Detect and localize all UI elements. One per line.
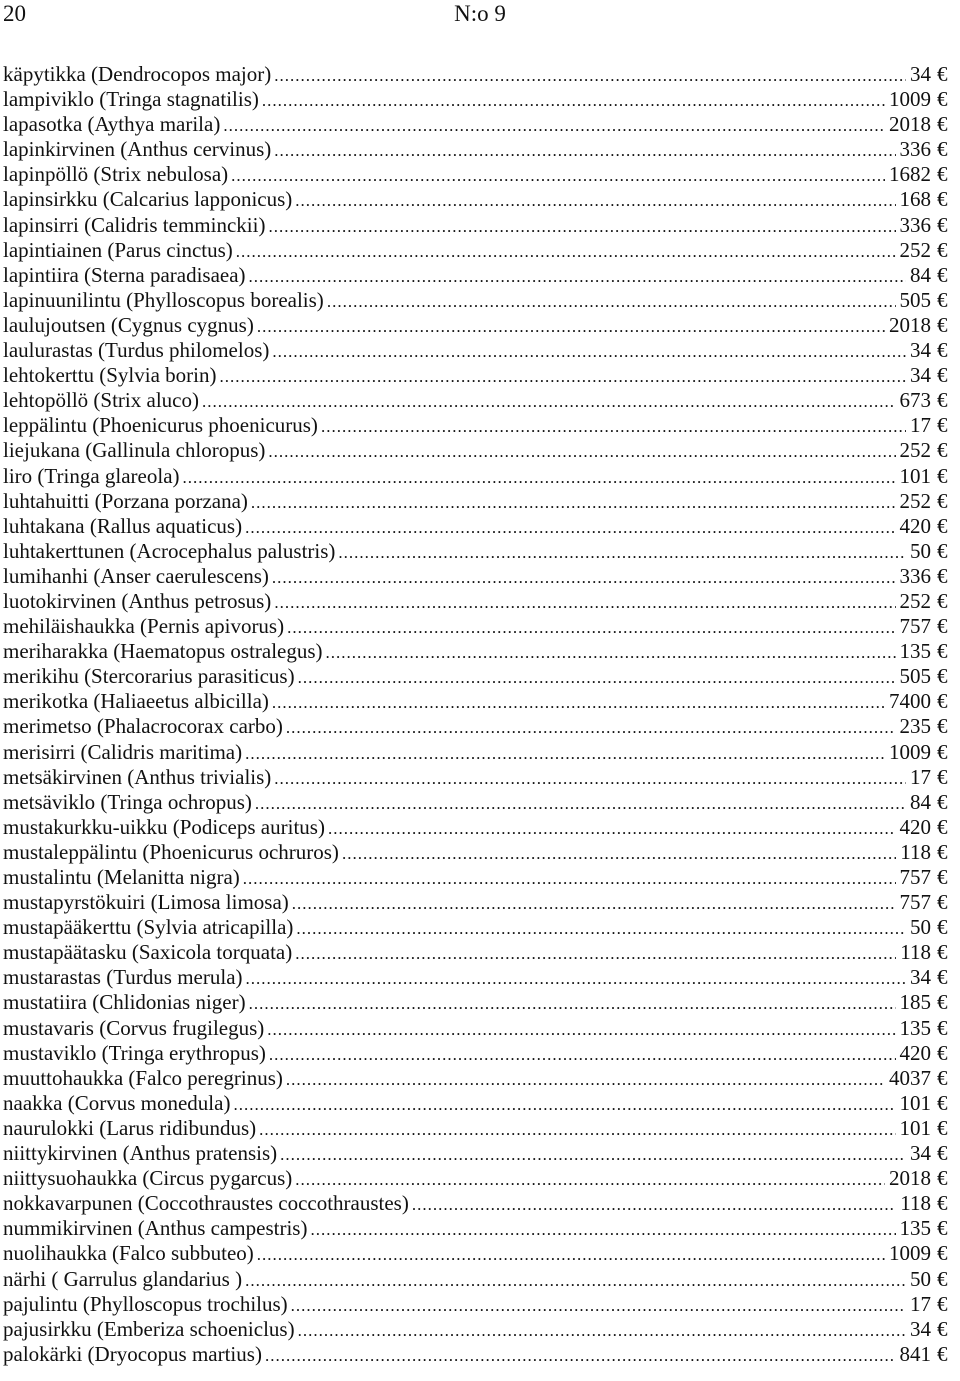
list-item	[3, 1292, 957, 1317]
euro-symbol: €	[937, 1040, 948, 1065]
euro-symbol: €	[937, 1316, 948, 1341]
species-name: mustalintu (Melanitta nigra)	[3, 865, 240, 889]
species-name: mustaleppälintu (Phoenicurus ochruros)	[3, 839, 339, 864]
species-name: lehtokerttu (Sylvia borin)	[3, 363, 217, 388]
list-item	[3, 388, 957, 413]
leader-dots	[274, 138, 895, 163]
euro-symbol: €	[937, 1191, 948, 1216]
leader-dots	[295, 941, 896, 966]
species-name: palokärki (Dryocopus martius)	[3, 1341, 262, 1366]
species-name: meriharakka (Haematopus ostralegus)	[3, 639, 323, 664]
species-name: naurulokki (Larus ridibundus)	[3, 1115, 257, 1140]
species-name: lapinpöllö (Strix nebulosa)	[3, 162, 229, 187]
species-name: nummikirvinen (Anthus campestris)	[3, 1216, 308, 1241]
list-item	[3, 438, 957, 463]
value-amount: 84	[910, 789, 931, 814]
species-name: mustaviklo (Tringa erythropus)	[3, 1040, 266, 1065]
list-item	[3, 915, 957, 940]
species-name: nuolihaukka (Falco subbuteo)	[3, 1241, 254, 1266]
leader-dots	[287, 615, 895, 640]
leader-dots	[274, 590, 895, 615]
species-name: luhtakerttunen (Acrocephalus palustris)	[3, 538, 336, 563]
value-amount: 34	[910, 338, 931, 363]
species-name: lapintiira (Sterna paradisaea)	[3, 262, 246, 287]
leader-dots	[326, 640, 896, 665]
value-amount: 1009	[889, 87, 931, 112]
list-item	[3, 238, 957, 263]
species-name: lapinuunilintu (Phylloscopus borealis)	[3, 287, 324, 312]
leader-dots	[249, 264, 906, 289]
species-name: merikotka (Haliaeetus albicilla)	[3, 689, 269, 714]
value-amount: 118	[900, 839, 931, 864]
value-amount: 34	[910, 965, 931, 990]
euro-symbol: €	[937, 563, 948, 588]
leader-dots	[274, 766, 906, 791]
leader-dots	[223, 113, 885, 138]
species-name: leppälintu (Phoenicurus phoenicurus)	[3, 413, 318, 438]
list-item	[3, 313, 957, 338]
list-item	[3, 162, 957, 187]
leader-dots	[274, 63, 906, 88]
leader-dots	[219, 364, 906, 389]
value-amount: 420	[899, 814, 931, 839]
species-name: niittysuohaukka (Circus pygarcus)	[3, 1166, 293, 1191]
species-name: närhi ( Garrulus glandarius )	[3, 1266, 243, 1291]
leader-dots	[338, 540, 906, 565]
value-amount: 1682	[889, 162, 931, 187]
list-item	[3, 1216, 957, 1241]
value-amount: 50	[910, 915, 931, 940]
value-amount: 7400	[889, 689, 931, 714]
leader-dots	[342, 841, 896, 866]
leader-dots	[292, 891, 896, 916]
species-name: lapasotka (Aythya marila)	[3, 112, 221, 137]
leader-dots	[245, 515, 895, 540]
list-item	[3, 689, 957, 714]
value-amount: 336	[899, 137, 931, 162]
species-name: merimetso (Phalacrocorax carbo)	[3, 714, 283, 739]
list-item	[3, 564, 957, 589]
species-name: liro (Tringa glareola)	[3, 463, 180, 488]
species-name: lapintiainen (Parus cinctus)	[3, 237, 233, 262]
value-amount: 34	[910, 1316, 931, 1341]
value-amount: 505	[899, 287, 931, 312]
leader-dots	[295, 1167, 885, 1192]
leader-dots	[255, 791, 906, 816]
euro-symbol: €	[937, 1065, 948, 1090]
euro-symbol: €	[937, 62, 948, 86]
species-name: luotokirvinen (Anthus petrosus)	[3, 588, 272, 613]
species-name: lumihanhi (Anser caerulescens)	[3, 563, 269, 588]
value-amount: 757	[899, 865, 931, 889]
list-item	[3, 1241, 957, 1266]
euro-symbol: €	[937, 262, 948, 287]
list-item	[3, 840, 957, 865]
list-item	[3, 1066, 957, 1091]
species-name: lehtopöllö (Strix aluco)	[3, 388, 199, 413]
euro-symbol: €	[937, 1291, 948, 1316]
euro-symbol: €	[937, 915, 948, 940]
leader-dots	[298, 1318, 906, 1343]
euro-symbol: €	[937, 990, 948, 1015]
value-amount: 34	[910, 62, 931, 86]
list-item	[3, 1317, 957, 1342]
species-name: merisirri (Calidris maritima)	[3, 739, 243, 764]
species-name: laulujoutsen (Cygnus cygnus)	[3, 312, 254, 337]
list-item	[3, 112, 957, 137]
value-amount: 135	[899, 639, 931, 664]
value-amount: 1009	[889, 1241, 931, 1266]
euro-symbol: €	[937, 940, 948, 965]
list-item	[3, 639, 957, 664]
leader-dots	[321, 414, 906, 439]
list-item	[3, 413, 957, 438]
value-amount: 34	[910, 1141, 931, 1166]
list-item	[3, 589, 957, 614]
leader-dots	[291, 1293, 906, 1318]
euro-symbol: €	[937, 1266, 948, 1291]
species-name: niittykirvinen (Anthus pratensis)	[3, 1141, 278, 1166]
species-name: merikihu (Stercorarius parasiticus)	[3, 664, 295, 689]
value-amount: 2018	[889, 1166, 931, 1191]
leader-dots	[245, 741, 885, 766]
list-item	[3, 815, 957, 840]
leader-dots	[296, 916, 906, 941]
leader-dots	[202, 389, 896, 414]
list-item	[3, 965, 957, 990]
list-item	[3, 865, 957, 890]
species-name: lampiviklo (Tringa stagnatilis)	[3, 87, 259, 112]
leader-dots	[236, 239, 896, 264]
leader-dots	[265, 1343, 896, 1368]
value-amount: 252	[899, 588, 931, 613]
value-amount: 17	[910, 1291, 931, 1316]
leader-dots	[246, 966, 906, 991]
euro-symbol: €	[937, 212, 948, 237]
list-item	[3, 338, 957, 363]
leader-dots	[295, 188, 895, 213]
value-amount: 34	[910, 363, 931, 388]
species-value-list	[3, 62, 957, 1367]
list-item	[3, 790, 957, 815]
value-amount: 252	[899, 488, 931, 513]
value-amount: 84	[910, 262, 931, 287]
page-number: 20	[3, 1, 26, 26]
value-amount: 50	[910, 538, 931, 563]
list-item	[3, 1041, 957, 1066]
euro-symbol: €	[937, 1115, 948, 1140]
value-amount: 757	[899, 890, 931, 915]
euro-symbol: €	[937, 689, 948, 714]
euro-symbol: €	[937, 588, 948, 613]
species-name: käpytikka (Dendrocopos major)	[3, 62, 272, 86]
list-item	[3, 137, 957, 162]
euro-symbol: €	[937, 187, 948, 212]
value-amount: 336	[899, 212, 931, 237]
value-amount: 17	[910, 764, 931, 789]
value-amount: 757	[899, 614, 931, 639]
list-item	[3, 740, 957, 765]
value-amount: 505	[899, 664, 931, 689]
value-amount: 841	[899, 1341, 931, 1366]
leader-dots	[272, 339, 906, 364]
page-header	[0, 0, 960, 36]
list-item	[3, 990, 957, 1015]
euro-symbol: €	[937, 1015, 948, 1040]
value-amount: 135	[899, 1216, 931, 1241]
list-item	[3, 464, 957, 489]
leader-dots	[267, 1017, 895, 1042]
list-item	[3, 940, 957, 965]
species-name: muuttohaukka (Falco peregrinus)	[3, 1065, 283, 1090]
euro-symbol: €	[937, 839, 948, 864]
list-item	[3, 714, 957, 739]
euro-symbol: €	[937, 664, 948, 689]
euro-symbol: €	[937, 438, 948, 463]
leader-dots	[286, 1067, 885, 1092]
value-amount: 135	[899, 1015, 931, 1040]
species-name: pajulintu (Phylloscopus trochilus)	[3, 1291, 288, 1316]
euro-symbol: €	[937, 513, 948, 538]
value-amount: 252	[899, 438, 931, 463]
list-item	[3, 87, 957, 112]
species-name: mustarastas (Turdus merula)	[3, 965, 243, 990]
species-name: mustapääkerttu (Sylvia atricapilla)	[3, 915, 294, 940]
value-amount: 420	[899, 1040, 931, 1065]
euro-symbol: €	[937, 739, 948, 764]
species-name: mustavaris (Corvus frugilegus)	[3, 1015, 265, 1040]
leader-dots	[328, 816, 896, 841]
list-item	[3, 213, 957, 238]
euro-symbol: €	[937, 789, 948, 814]
list-item	[3, 263, 957, 288]
species-name: liejukana (Gallinula chloropus)	[3, 438, 266, 463]
leader-dots	[257, 314, 885, 339]
list-item	[3, 363, 957, 388]
leader-dots	[280, 1142, 906, 1167]
value-amount: 1009	[889, 739, 931, 764]
value-amount: 50	[910, 1266, 931, 1291]
leader-dots	[327, 289, 896, 314]
value-amount: 420	[899, 513, 931, 538]
value-amount: 101	[899, 1115, 931, 1140]
list-item	[3, 1166, 957, 1191]
leader-dots	[245, 1268, 906, 1293]
leader-dots	[286, 715, 896, 740]
leader-dots	[251, 490, 896, 515]
value-amount: 185	[899, 990, 931, 1015]
list-item	[3, 1191, 957, 1216]
species-name: laulurastas (Turdus philomelos)	[3, 338, 270, 363]
euro-symbol: €	[937, 413, 948, 438]
value-amount: 101	[899, 1090, 931, 1115]
leader-dots	[268, 214, 895, 239]
euro-symbol: €	[937, 312, 948, 337]
euro-symbol: €	[937, 1141, 948, 1166]
list-item	[3, 187, 957, 212]
list-item	[3, 1342, 957, 1367]
value-amount: 673	[899, 388, 931, 413]
species-name: metsäkirvinen (Anthus trivialis)	[3, 764, 272, 789]
list-item	[3, 890, 957, 915]
euro-symbol: €	[937, 890, 948, 915]
value-amount: 4037	[889, 1065, 931, 1090]
euro-symbol: €	[937, 1090, 948, 1115]
euro-symbol: €	[937, 162, 948, 187]
leader-dots	[269, 1042, 896, 1067]
euro-symbol: €	[937, 137, 948, 162]
leader-dots	[233, 1092, 895, 1117]
list-item	[3, 664, 957, 689]
euro-symbol: €	[937, 714, 948, 739]
list-item	[3, 1116, 957, 1141]
species-name: luhtahuitti (Porzana porzana)	[3, 488, 248, 513]
leader-dots	[183, 465, 896, 490]
species-name: pajusirkku (Emberiza schoeniclus)	[3, 1316, 295, 1341]
euro-symbol: €	[937, 614, 948, 639]
leader-dots	[243, 866, 896, 891]
list-item	[3, 1267, 957, 1292]
issue-number: N:o 9	[454, 1, 506, 26]
leader-dots	[298, 665, 896, 690]
species-name: nokkavarpunen (Coccothraustes coccothraustes)	[3, 1191, 409, 1216]
euro-symbol: €	[937, 814, 948, 839]
list-item	[3, 514, 957, 539]
species-name: lapinkirvinen (Anthus cervinus)	[3, 137, 272, 162]
list-item	[3, 62, 957, 87]
species-name: luhtakana (Rallus aquaticus)	[3, 513, 243, 538]
value-amount: 252	[899, 237, 931, 262]
euro-symbol: €	[937, 1341, 948, 1366]
leader-dots	[249, 991, 896, 1016]
value-amount: 168	[899, 187, 931, 212]
euro-symbol: €	[937, 1166, 948, 1191]
species-name: mustapäätasku (Saxicola torquata)	[3, 940, 293, 965]
species-name: mustakurkku-uikku (Podiceps auritus)	[3, 814, 325, 839]
leader-dots	[257, 1242, 885, 1267]
value-amount: 101	[899, 463, 931, 488]
value-amount: 2018	[889, 112, 931, 137]
euro-symbol: €	[937, 388, 948, 413]
list-item	[3, 1091, 957, 1116]
leader-dots	[412, 1192, 896, 1217]
value-amount: 17	[910, 413, 931, 438]
euro-symbol: €	[937, 488, 948, 513]
euro-symbol: €	[937, 538, 948, 563]
species-name: lapinsirri (Calidris temminckii)	[3, 212, 266, 237]
species-name: metsäviklo (Tringa ochropus)	[3, 789, 252, 814]
euro-symbol: €	[937, 87, 948, 112]
euro-symbol: €	[937, 112, 948, 137]
species-name: mehiläishaukka (Pernis apivorus)	[3, 614, 285, 639]
leader-dots	[310, 1217, 895, 1242]
value-amount: 235	[899, 714, 931, 739]
list-item	[3, 1141, 957, 1166]
list-item	[3, 539, 957, 564]
list-item	[3, 1016, 957, 1041]
value-amount: 118	[900, 940, 931, 965]
species-name: mustatiira (Chlidonias niger)	[3, 990, 246, 1015]
euro-symbol: €	[937, 639, 948, 664]
leader-dots	[262, 88, 885, 113]
list-item	[3, 614, 957, 639]
species-name: mustapyrstökuiri (Limosa limosa)	[3, 890, 289, 915]
euro-symbol: €	[937, 287, 948, 312]
euro-symbol: €	[937, 463, 948, 488]
species-name: naakka (Corvus monedula)	[3, 1090, 231, 1115]
value-amount: 2018	[889, 312, 931, 337]
euro-symbol: €	[937, 764, 948, 789]
leader-dots	[272, 565, 896, 590]
euro-symbol: €	[937, 338, 948, 363]
euro-symbol: €	[937, 1216, 948, 1241]
list-item	[3, 288, 957, 313]
euro-symbol: €	[937, 965, 948, 990]
value-amount: 336	[899, 563, 931, 588]
species-name: lapinsirkku (Calcarius lapponicus)	[3, 187, 293, 212]
leader-dots	[272, 690, 885, 715]
euro-symbol: €	[937, 237, 948, 262]
value-amount: 118	[900, 1191, 931, 1216]
euro-symbol: €	[937, 1241, 948, 1266]
list-item	[3, 765, 957, 790]
euro-symbol: €	[937, 363, 948, 388]
leader-dots	[259, 1117, 895, 1142]
euro-symbol: €	[937, 865, 948, 889]
list-item	[3, 489, 957, 514]
leader-dots	[268, 439, 895, 464]
leader-dots	[231, 163, 885, 188]
